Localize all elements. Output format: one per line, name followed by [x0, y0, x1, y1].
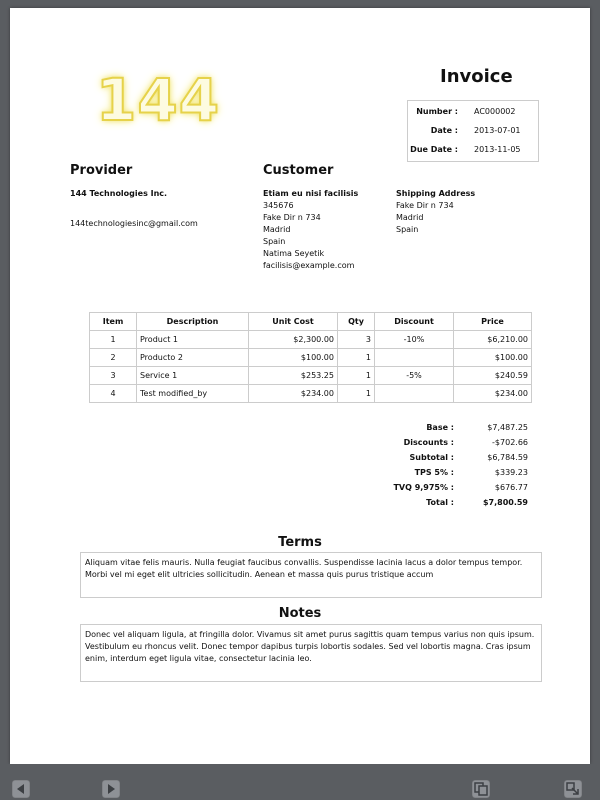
table-row	[90, 331, 532, 349]
cell-unit-cost: $2,300.00	[249, 331, 338, 349]
cell-item: 1	[90, 331, 137, 349]
col-header-unit-cost: Unit Cost	[249, 313, 338, 331]
cell-qty: 1	[338, 367, 375, 385]
cell-unit-cost: $100.00	[249, 349, 338, 367]
shipping-line: Fake Dir n 734	[396, 201, 454, 210]
cell-discount	[375, 349, 454, 367]
cell-qty: 3	[338, 331, 375, 349]
cell-price: $100.00	[454, 349, 532, 367]
cell-item: 3	[90, 367, 137, 385]
customer-line: 345676	[263, 201, 294, 210]
company-logo: 144	[96, 66, 221, 134]
cell-description: Service 1	[137, 367, 249, 385]
provider-heading: Provider	[70, 163, 133, 178]
terms-heading: Terms	[278, 535, 322, 550]
shipping-line: Madrid	[396, 213, 424, 222]
table-row	[90, 349, 532, 367]
cell-discount: -5%	[375, 367, 454, 385]
totals-value: $7,487.25	[487, 423, 528, 432]
invoice-due-date-label: Due Date :	[410, 145, 458, 154]
customer-heading: Customer	[263, 163, 334, 178]
document-page	[10, 8, 590, 764]
cell-description: Product 1	[137, 331, 249, 349]
cell-item: 4	[90, 385, 137, 403]
totals-value: $676.77	[494, 483, 528, 492]
cell-description: Producto 2	[137, 349, 249, 367]
invoice-title: Invoice	[440, 66, 513, 87]
invoice-due-date-value: 2013-11-05	[474, 145, 521, 154]
invoice-number-row	[408, 103, 538, 121]
totals-value: $6,784.59	[487, 453, 528, 462]
customer-email: facilisis@example.com	[263, 261, 355, 270]
cell-unit-cost: $234.00	[249, 385, 338, 403]
col-header-qty: Qty	[338, 313, 375, 331]
totals-row-total	[370, 495, 532, 510]
cell-description: Test modified_by	[137, 385, 249, 403]
provider-email: 144technologiesinc@gmail.com	[70, 219, 198, 228]
totals-label: TVQ 9,975% :	[393, 483, 454, 492]
invoice-number-value: AC000002	[474, 107, 516, 116]
totals-label: Total :	[426, 498, 454, 507]
previous-page-icon[interactable]	[12, 780, 30, 798]
totals-label: Discounts :	[403, 438, 454, 447]
copy-icon[interactable]	[472, 780, 490, 798]
col-header-item: Item	[90, 313, 137, 331]
customer-line: Madrid	[263, 225, 291, 234]
totals-value: $7,800.59	[482, 498, 528, 507]
totals-row-discounts	[370, 435, 532, 450]
totals-row-tvq	[370, 480, 532, 495]
col-header-discount: Discount	[375, 313, 454, 331]
customer-line: Spain	[263, 237, 286, 246]
provider-name: 144 Technologies Inc.	[70, 189, 168, 198]
terms-box: Aliquam vitae felis mauris. Nulla feugiat faucibus convallis. Suspendisse lacinia lacus a dolor tempus tempor. Morbi vel mi eget elit ultricies sollicitudin. Aenean et massa quis purus tristique accum	[80, 552, 542, 598]
totals-row-tps	[370, 465, 532, 480]
invoice-date-label: Date :	[430, 126, 458, 135]
col-header-description: Description	[137, 313, 249, 331]
fullscreen-icon[interactable]	[564, 780, 582, 798]
totals-label: Subtotal :	[409, 453, 454, 462]
customer-line: Natima Seyetik	[263, 249, 325, 258]
table-row	[90, 367, 532, 385]
cell-price: $234.00	[454, 385, 532, 403]
notes-heading: Notes	[278, 606, 322, 621]
shipping-line: Spain	[396, 225, 419, 234]
next-page-icon[interactable]	[102, 780, 120, 798]
invoice-meta-box	[407, 100, 539, 162]
cell-item: 2	[90, 349, 137, 367]
cell-price: $240.59	[454, 367, 532, 385]
cell-price: $6,210.00	[454, 331, 532, 349]
cell-unit-cost: $253.25	[249, 367, 338, 385]
customer-line: Fake Dir n 734	[263, 213, 321, 222]
notes-box: Donec vel aliquam ligula, at fringilla dolor. Vivamus sit amet purus sagittis quam tempus varius non quis ipsum. Vestibulum eu rhoncus velit. Donec tempor dapibus turpis lobortis sodales. Sed vel lobortis magna. Cras ipsum enim, interdum eget ligula vitae, consectetur lacinia leo.	[80, 624, 542, 682]
table-row	[90, 385, 532, 403]
invoice-number-label: Number :	[416, 107, 458, 116]
items-table	[89, 312, 532, 403]
totals-label: Base :	[426, 423, 454, 432]
totals-value: $339.23	[494, 468, 528, 477]
shipping-heading: Shipping Address	[396, 189, 476, 198]
invoice-date-value: 2013-07-01	[474, 126, 521, 135]
table-header-row	[90, 313, 532, 331]
col-header-price: Price	[454, 313, 532, 331]
invoice-date-row	[408, 122, 538, 140]
cell-discount: -10%	[375, 331, 454, 349]
totals-row-subtotal	[370, 450, 532, 465]
viewer-toolbar	[0, 764, 600, 800]
customer-name: Etiam eu nisi facilisis	[263, 189, 359, 198]
totals-value: -$702.66	[492, 438, 528, 447]
totals-row-base	[370, 420, 532, 435]
cell-discount	[375, 385, 454, 403]
cell-qty: 1	[338, 385, 375, 403]
cell-qty: 1	[338, 349, 375, 367]
totals-label: TPS 5% :	[414, 468, 454, 477]
totals-block	[370, 420, 532, 510]
invoice-due-date-row	[408, 141, 538, 159]
